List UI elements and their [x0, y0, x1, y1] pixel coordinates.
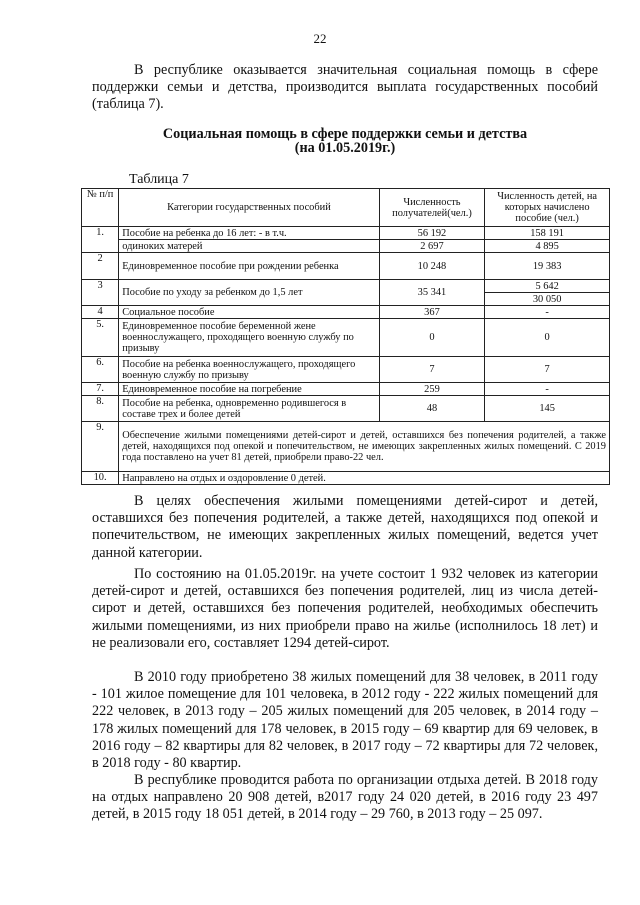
row-num: 10.: [82, 472, 119, 485]
row-num: 2: [82, 253, 119, 280]
table-row: [82, 306, 610, 319]
row-num: 3: [82, 280, 119, 306]
table-row: [82, 422, 610, 472]
table-header-row: [82, 189, 610, 227]
row-children: 7: [485, 357, 610, 383]
paragraph-text: В 2010 году приобретено 38 жилых помещений для 38 человек, в 2011 году - 101 жилое помещение для 101 человека, в 2012 году - 222 жилых помещений для 222 человек, в 2013 году – 205 жилых помещений для 205 человек, в 2014 году – 178 жилых помещений для 178 человек, в 2015 году – 69 квартир для 69 человек, в 2016 году – 82 квартиры для 82 человек, в 2017 году – 72 квартиры для 72 человек, в 2018 году - 80 квартир.: [92, 669, 598, 772]
table-row: [82, 253, 610, 280]
row-num: 9.: [82, 422, 119, 472]
table-caption: Таблица 7: [129, 172, 189, 187]
title-line-2: (на 01.05.2019г.): [294, 140, 396, 156]
table-row: [82, 280, 610, 293]
row-children: -: [485, 383, 610, 396]
paragraph-recreation: [92, 772, 598, 824]
row-category: Пособие по уходу за ребенком до 1,5 лет: [119, 280, 379, 306]
page-number: 22: [313, 31, 327, 46]
row-recipients: 56 192: [379, 227, 485, 240]
header-recipients: Численность получателей(чел.): [379, 189, 485, 227]
table-title: [92, 127, 598, 155]
table-row: [82, 472, 610, 485]
row-recipients: 259: [379, 383, 485, 396]
paragraph-registry: [92, 566, 598, 652]
row-recipients: 2 697: [379, 240, 485, 253]
row-recipients: 48: [379, 396, 485, 422]
benefits-table: [81, 188, 610, 485]
header-category: Категории государственных пособий: [119, 189, 379, 227]
row-recipients: 0: [379, 319, 485, 357]
row-children: -: [485, 306, 610, 319]
row-children: 5 642: [485, 280, 610, 293]
row-num: 5.: [82, 319, 119, 357]
row-recipients: 367: [379, 306, 485, 319]
row-num: 7.: [82, 383, 119, 396]
row-category: Единовременное пособие при рождении ребенка: [119, 253, 379, 280]
row-children: 145: [485, 396, 610, 422]
row-num: 6.: [82, 357, 119, 383]
row-category: Пособие на ребенка до 16 лет: - в т.ч.: [119, 227, 379, 240]
table-row: [82, 357, 610, 383]
row-children: 19 383: [485, 253, 610, 280]
paragraph-acquired: [92, 669, 598, 772]
row-children: 0: [485, 319, 610, 357]
paragraph-housing: [92, 493, 598, 562]
row-num: 4: [82, 306, 119, 319]
paragraph-text: В республике проводится работа по организации отдыха детей. В 2018 году на отдых направлено 20 908 детей, в2017 году 24 020 детей, в 2016 году 23 497 детей, в 2015 году 18 051 детей, в 2014 году – 29 760, в 2013 году – 25 097.: [92, 772, 598, 823]
row-category: Пособие на ребенка, одновременно родившегося в составе трех и более детей: [119, 396, 379, 422]
paragraph-text: В целях обеспечения жилыми помещениями детей-сирот и детей, оставшихся без попечения родителей, а также детей, находящихся под опекой и попечительством, не имеющих закрепленных жилых помещений, ведется учет данной категории.: [92, 493, 598, 561]
table-row: [82, 240, 610, 253]
title-line-1: Социальная помощь в сфере поддержки семьи и детства: [162, 126, 528, 142]
table-row: [82, 396, 610, 422]
intro-paragraph-text: В республике оказывается значительная социальная помощь в сфере поддержки семьи и детства, производится выплата государственных пособий (таблица 7).: [92, 62, 598, 113]
row-category: одиноких матерей: [119, 240, 379, 253]
row-num: 8.: [82, 396, 119, 422]
row-category: Единовременное пособие беременной жене военнослужащего, проходящего военную службу по призыву: [119, 319, 379, 357]
row-num: 1.: [82, 227, 119, 253]
table-row: [82, 319, 610, 357]
row-text: Направлено на отдых и оздоровление 0 детей.: [119, 472, 610, 485]
row-category: Единовременное пособие на погребение: [119, 383, 379, 396]
intro-paragraph: [92, 62, 598, 114]
row-children: 158 191: [485, 227, 610, 240]
paragraph-text: По состоянию на 01.05.2019г. на учете состоит 1 932 человек из категории детей-сирот и детей, оставшихся без попечения родителей, лиц из числа детей-сирот и детей, оставшихся без попечения родителей, необходимых обеспечить жилыми помещениями, из них приобрели право на жилье (исполнилось 18 лет) и не реализовали его, составляет 1294 детей-сирот.: [92, 566, 598, 651]
row-category: Социальное пособие: [119, 306, 379, 319]
table-row: [82, 383, 610, 396]
row-recipients: 10 248: [379, 253, 485, 280]
row-category: Пособие на ребенка военнослужащего, проходящего военную службу по призыву: [119, 357, 379, 383]
row-recipients: 7: [379, 357, 485, 383]
row-text: Обеспечение жилыми помещениями детей-сирот и детей, оставшихся без попечения родителей, а также детей, находящихся под опекой и попечительством, не имеющих закрепленных жилых помещений. С 2019 года поставлено на учет 81 детей, приобрели право-22 чел.: [119, 422, 610, 472]
row-recipients: 35 341: [379, 280, 485, 306]
row-children: 4 895: [485, 240, 610, 253]
header-children: Численность детей, на которых начислено пособие (чел.): [485, 189, 610, 227]
row-children: 30 050: [485, 293, 610, 306]
table-row: [82, 227, 610, 240]
header-num: № п/п: [82, 189, 119, 227]
